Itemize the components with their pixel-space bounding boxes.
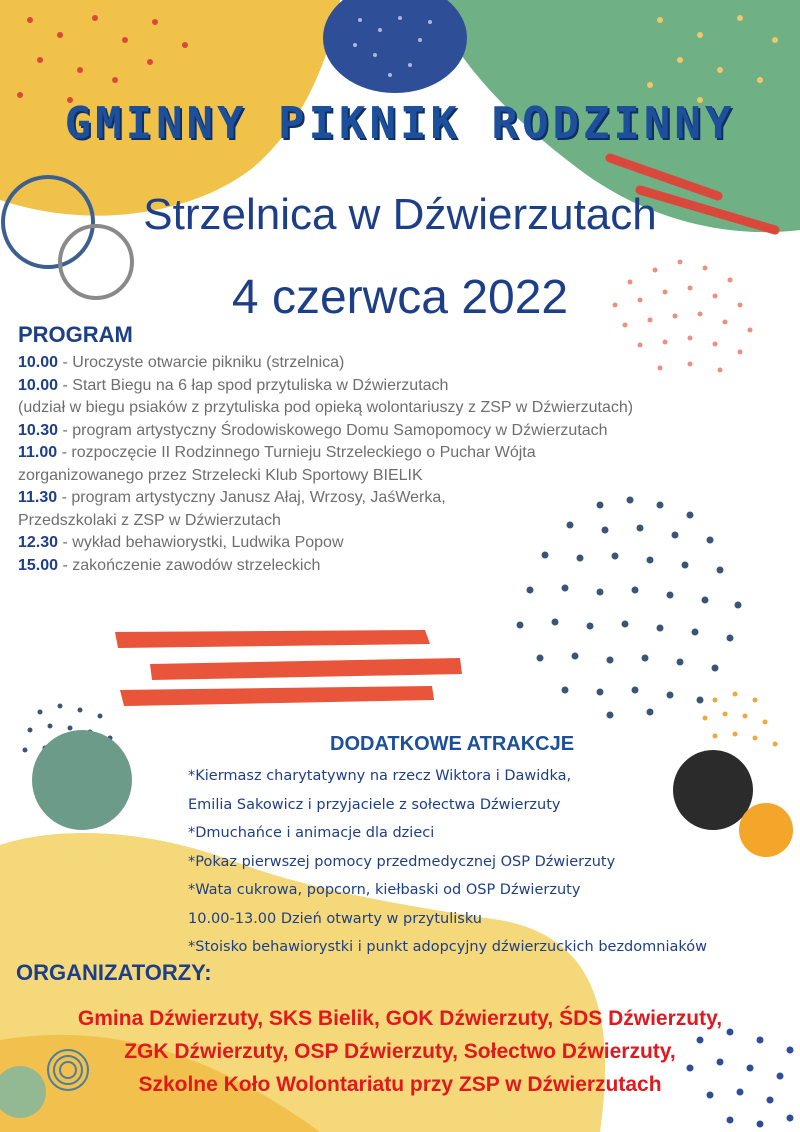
- program-item: [18, 510, 778, 533]
- program-text: - program artystyczny Środowiskowego Domu Samopomocy w Dźwierzutach: [58, 421, 608, 439]
- organizer-line: ZGK Dźwierzuty, OSP Dźwierzuty, Sołectwo Dźwierzuty,: [124, 1040, 676, 1063]
- program-section: [18, 322, 778, 577]
- program-text: Przedszkolaki z ZSP w Dźwierzutach: [18, 511, 281, 529]
- orange-stripe-1: [115, 630, 430, 648]
- program-item: [18, 420, 778, 443]
- program-text: - Uroczyste otwarcie pikniku (strzelnica): [58, 354, 345, 371]
- program-time: 12.30: [18, 534, 59, 551]
- event-date: 4 czerwca 2022: [231, 271, 569, 324]
- program-item: [18, 397, 778, 420]
- program-text: - wykład behawiorystki, Ludwika Popow: [58, 534, 344, 551]
- attraction-item: Emilia Sakowicz i przyjaciele z sołectwa Dźwierzuty: [188, 796, 561, 813]
- program-text: - program artystyczny Janusz Ałaj, Wrzosy, JaśWerka,: [57, 489, 446, 506]
- attractions-heading: DODATKOWE ATRAKCJE: [330, 733, 575, 755]
- program-text: - rozpoczęcie II Rodzinnego Turnieju Strzeleckiego o Puchar Wójta: [57, 444, 536, 461]
- attraction-item: *Dmuchańce i animacje dla dzieci: [188, 825, 435, 841]
- event-location: Strzelnica w Dźwierzutach: [143, 190, 657, 239]
- program-item: [18, 555, 778, 578]
- program-item: [18, 532, 778, 555]
- attraction-item: 10.00-13.00 Dzień otwarty w przytulisku: [188, 910, 482, 927]
- program-item: [18, 352, 778, 375]
- program-text: - Start Biegu na 6 łap spod przytuliska w Dźwierzutach: [58, 376, 449, 394]
- orange-stripe-2: [150, 658, 462, 680]
- program-time: 10.30: [18, 421, 59, 439]
- program-time: 11.00: [18, 444, 58, 461]
- green-circle-left: [32, 730, 132, 830]
- program-text: zorganizowanego przez Strzelecki Klub Sportowy BIELIK: [18, 466, 423, 484]
- attraction-item: *Pokaz pierwszej pomocy przedmedycznej OSP Dźwierzuty: [188, 853, 616, 870]
- program-time: 10.00: [18, 354, 59, 371]
- organizer-line: Szkolne Koło Wolontariatu przy ZSP w Dźwierzutach: [138, 1073, 662, 1096]
- program-time: 15.00: [18, 556, 59, 574]
- orange-stripe-3: [120, 686, 434, 706]
- organizers-list: [0, 1002, 800, 1101]
- attraction-item: *Kiermasz charytatywny na rzecz Wiktora i Dawidka,: [188, 768, 572, 784]
- program-item: [18, 487, 778, 510]
- attractions-section: [188, 733, 788, 962]
- navy-blob-top: [323, 0, 467, 93]
- program-text: (udział w biegu psiaków z przytuliska pod opieką wolontariuszy z ZSP w Dźwierzutach): [18, 399, 634, 416]
- event-title: GMINNY PIKNIK RODZINNY: [64, 98, 736, 149]
- organizers-heading: ORGANIZATORZY:: [16, 960, 212, 985]
- program-heading: PROGRAM: [18, 322, 133, 347]
- program-item: [18, 442, 778, 465]
- attraction-item: *Wata cukrowa, popcorn, kiełbaski od OSP Dźwierzuty: [188, 882, 581, 898]
- program-time: 10.00: [18, 376, 59, 394]
- program-item: [18, 375, 778, 398]
- program-time: 11.30: [18, 489, 58, 506]
- program-item: [18, 465, 778, 488]
- program-text: - zakończenie zawodów strzeleckich: [58, 556, 321, 574]
- organizer-line: Gmina Dźwierzuty, SKS Bielik, GOK Dźwierzuty, ŚDS Dźwierzuty,: [77, 1007, 723, 1030]
- attraction-item: *Stoisko behawiorystki i punkt adopcyjny dźwierzuckich bezdomniaków: [188, 939, 707, 955]
